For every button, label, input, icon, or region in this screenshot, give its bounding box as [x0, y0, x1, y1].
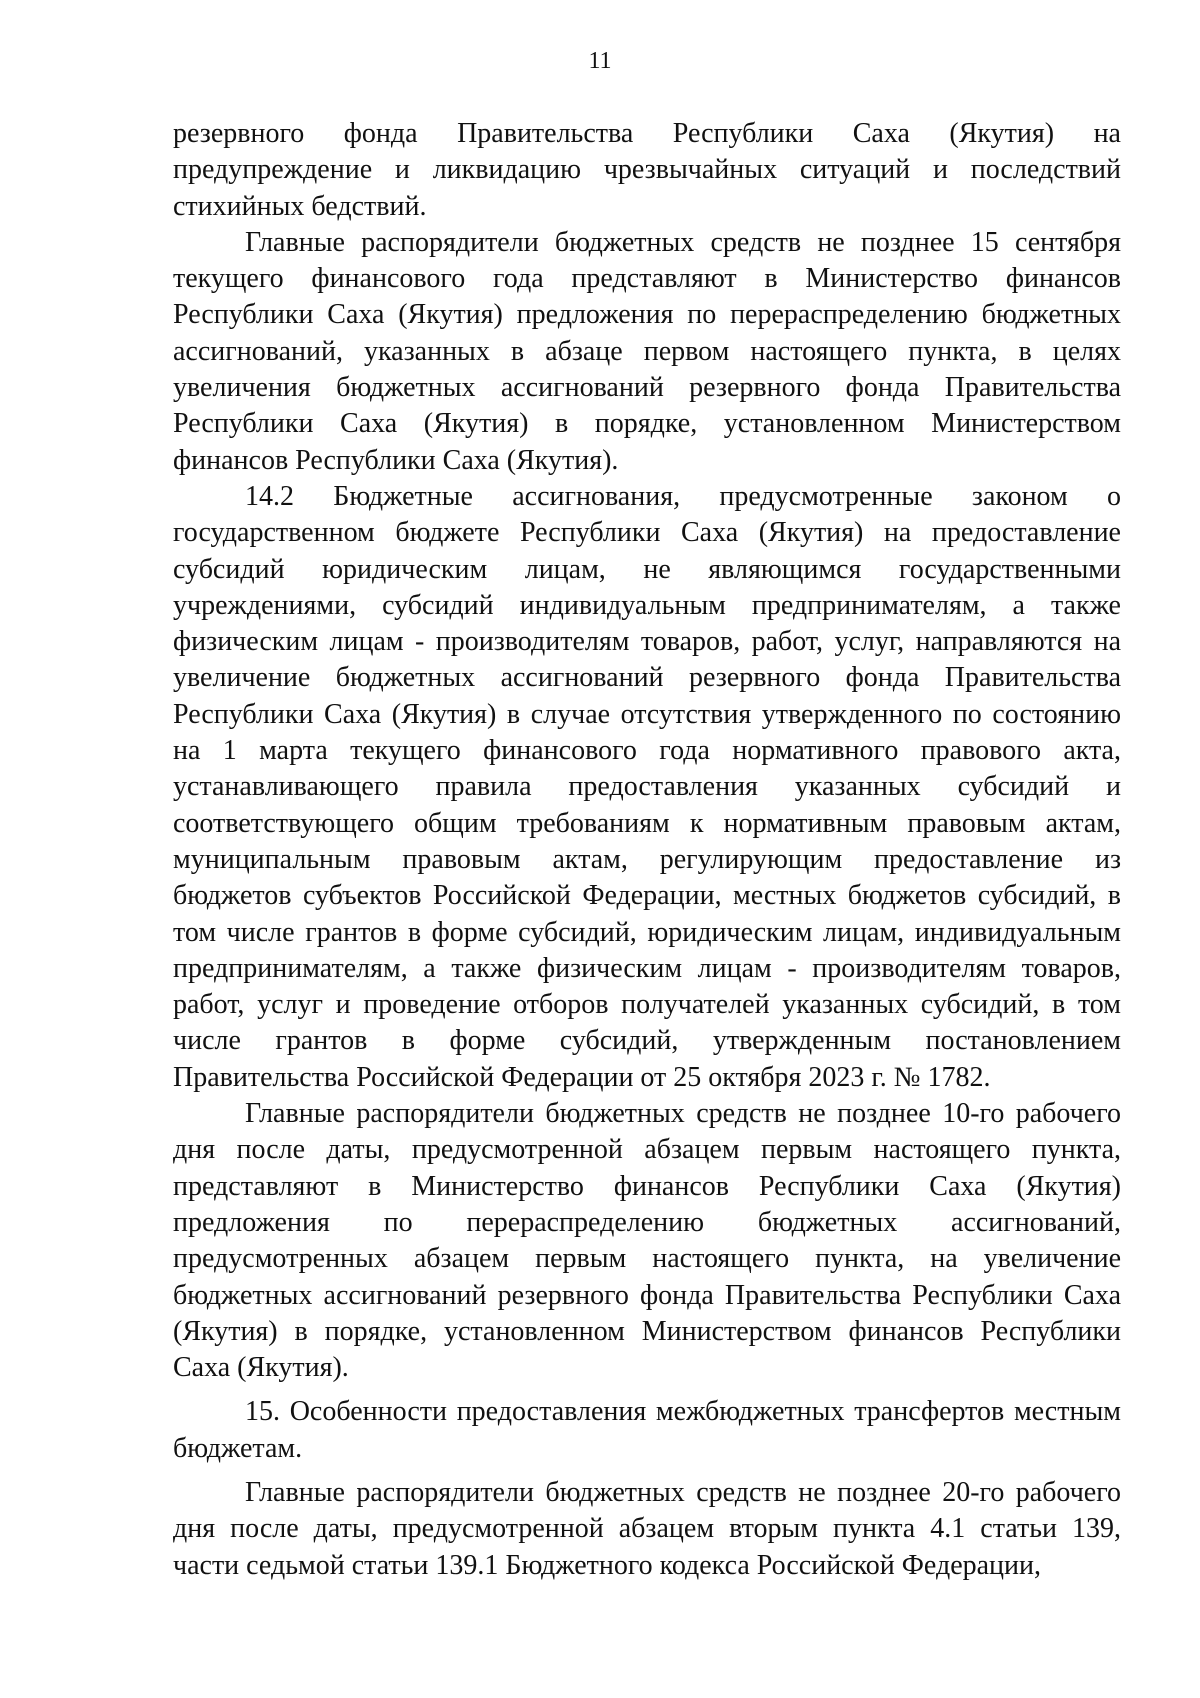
document-body — [173, 116, 1121, 1584]
paragraph: Главные распорядители бюджетных средств не позднее 15 сентября текущего финансового года представляют в Министерство финансов Республики Саха (Якутия) предложения по перераспределению бюджетных ассигнований, указанных в абзаце первом настоящего пункта, в целях увеличения бюджетных ассигнований резервного фонда Правительства Республики Саха (Якутия) в порядке, установленном Министерством финансов Республики Саха (Якутия). — [173, 226, 1121, 476]
page-number: 11 — [588, 48, 612, 74]
paragraph: Главные распорядители бюджетных средств не позднее 20-го рабочего дня после даты, предусмотренной абзацем вторым пункта 4.1 статьи 139, части седьмой статьи 139.1 Бюджетного кодекса Российской Федерации, — [173, 1476, 1121, 1581]
paragraph-continuation: резервного фонда Правительства Республики Саха (Якутия) на предупреждение и ликвидацию чрезвычайных ситуаций и последствий стихийных бедствий. — [173, 118, 1121, 222]
section-heading-15: 15. Особенности предоставления межбюджетных трансфертов местным бюджетам. — [173, 1396, 1121, 1464]
paragraph-14-2: 14.2 Бюджетные ассигнования, предусмотренные законом о государственном бюджете Республики Саха (Якутия) на предоставление субсидий юридическим лицам, не являющимся государственными учреждениями, субсидий индивидуальным предпринимателям, а также физическим лицам - производителям товаров, работ, услуг, направляются на увеличение бюджетных ассигнований резервного фонда Правительства Республики Саха (Якутия) в случае отсутствия утвержденного по состоянию на 1 марта текущего финансового года нормативного правового акта, устанавливающего правила предоставления указанных субсидий и соответствующего общим требованиям к нормативным правовым актам, муниципальным правовым актам, регулирующим предоставление из бюджетов субъектов Российской Федерации, местных бюджетов субсидий, в том числе грантов в форме субсидий, юридическим лицам, индивидуальным предпринимателям, а также физическим лицам - производителям товаров, работ, услуг и проведение отборов получателей указанных субсидий, в том числе грантов в форме субсидий, утвержденным постановлением Правительства Российской Федерации от 25 октября 2023 г. № 1782. — [173, 480, 1121, 1093]
paragraph: Главные распорядители бюджетных средств не позднее 10-го рабочего дня после даты, предусмотренной абзацем первым настоящего пункта, представляют в Министерство финансов Республики Саха (Якутия) предложения по перераспределению бюджетных ассигнований, предусмотренных абзацем первым настоящего пункта, на увеличение бюджетных ассигнований резервного фонда Правительства Республики Саха (Якутия) в порядке, установленном Министерством финансов Республики Саха (Якутия). — [173, 1098, 1121, 1384]
